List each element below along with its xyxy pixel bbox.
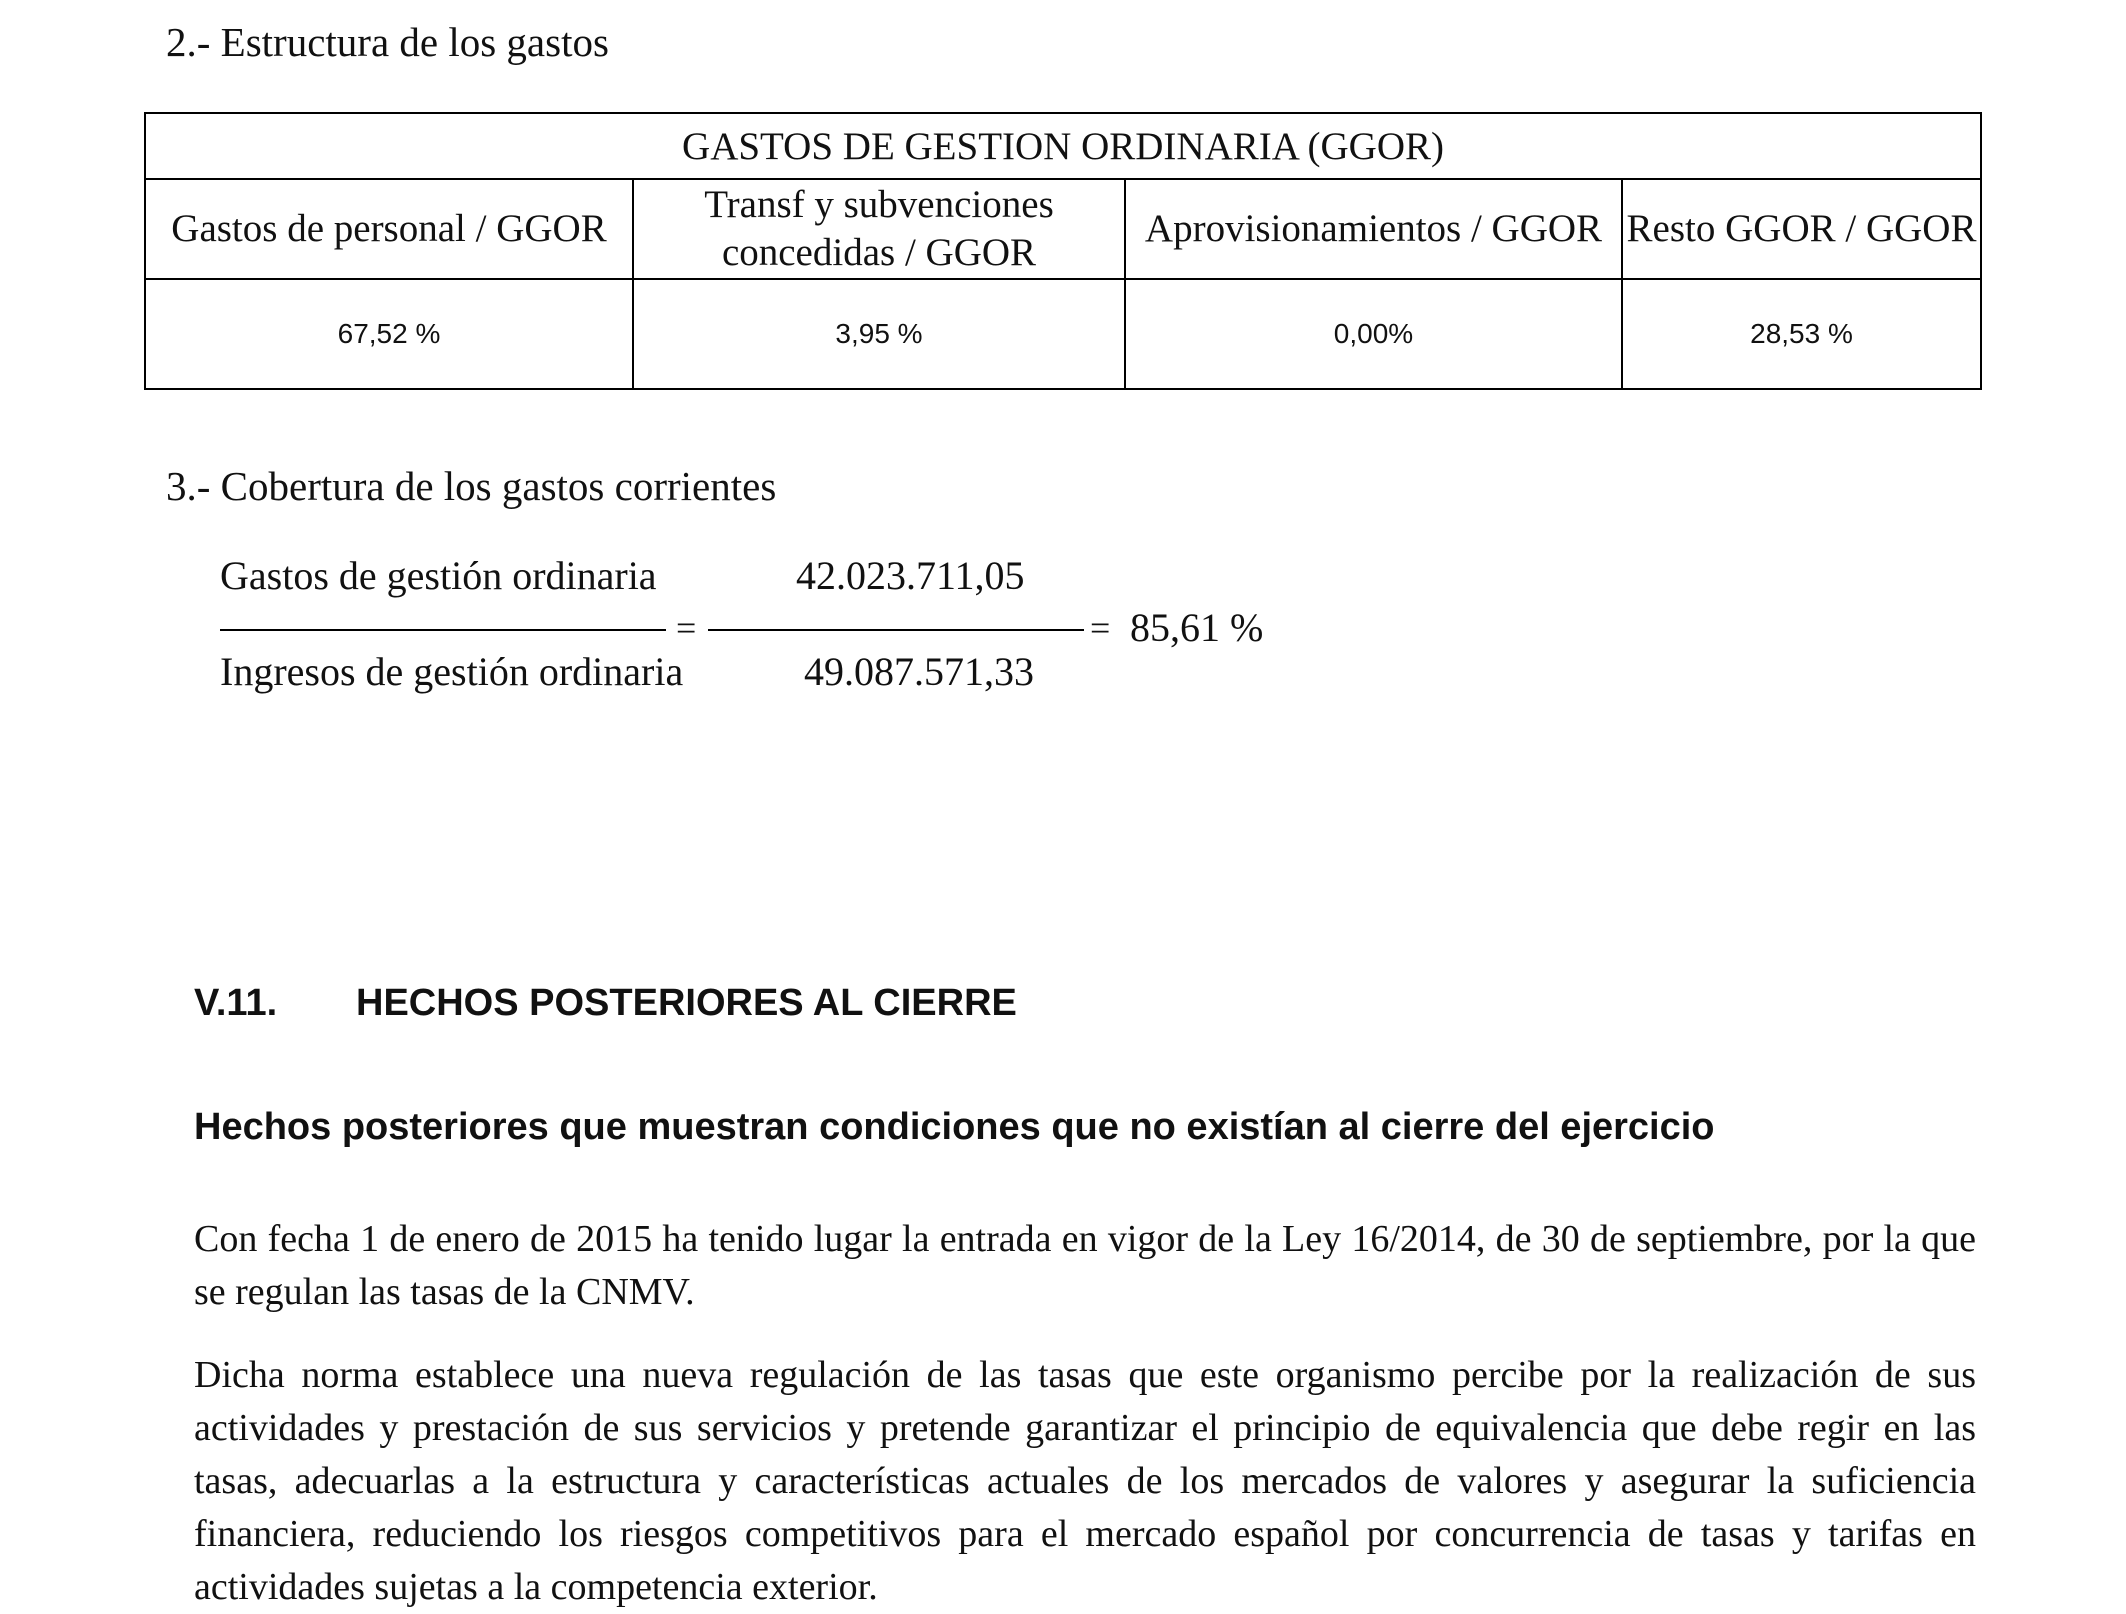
value-transfers: 3,95 %	[633, 279, 1125, 389]
section-title: HECHOS POSTERIORES AL CIERRE	[356, 982, 1017, 1024]
section-number: V.11.	[194, 982, 278, 1024]
value-personal: 67,52 %	[145, 279, 633, 389]
equals-sign-1: =	[676, 608, 697, 648]
denominator-label: Ingresos de gestión ordinaria	[220, 649, 684, 694]
value-supplies: 0,00%	[1125, 279, 1622, 389]
column-header-transfers: Transf y subvenciones concedidas / GGOR	[633, 179, 1125, 279]
denominator-value: 49.087.571,33	[804, 649, 1034, 694]
column-header-rest: Resto GGOR / GGOR	[1622, 179, 1981, 279]
section-3-title: 3.- Cobertura de los gastos corrientes	[166, 463, 777, 509]
paragraph: Dicha norma establece una nueva regulación de las tasas que este organismo percibe por la realización de sus actividades y prestación de sus servicios y pretende garantizar el principio de equivalencia que debe regir en las tasas, adecuarlas a la estructura y características actuales de los mercados de valores y asegurar la suficiencia financiera, reduciendo los riesgos competitivos para el mercado español por concurrencia de tasas y tarifas en actividades sujetas a la competencia exterior.	[194, 1354, 1976, 1608]
expense-structure-table	[144, 112, 1982, 390]
section-2-title: 2.- Estructura de los gastos	[166, 19, 609, 65]
numerator-value: 42.023.711,05	[796, 553, 1025, 598]
coverage-result: 85,61 %	[1130, 605, 1264, 650]
subheading: Hechos posteriores que muestran condiciones que no existían al cierre del ejercicio	[194, 1106, 1715, 1148]
equals-sign-2: =	[1090, 608, 1111, 648]
column-header-supplies: Aprovisionamientos / GGOR	[1125, 179, 1622, 279]
value-rest: 28,53 %	[1622, 279, 1981, 389]
table-main-header: GASTOS DE GESTION ORDINARIA (GGOR)	[145, 113, 1981, 179]
numerator-label: Gastos de gestión ordinaria	[220, 553, 657, 598]
fraction-line-right	[708, 629, 1084, 631]
fraction-line-left	[220, 629, 666, 631]
column-header-personal: Gastos de personal / GGOR	[145, 179, 633, 279]
paragraph: Con fecha 1 de enero de 2015 ha tenido lugar la entrada en vigor de la Ley 16/2014, de 30 de septiembre, por la que se regulan las tasas de la CNMV.	[194, 1218, 1976, 1313]
